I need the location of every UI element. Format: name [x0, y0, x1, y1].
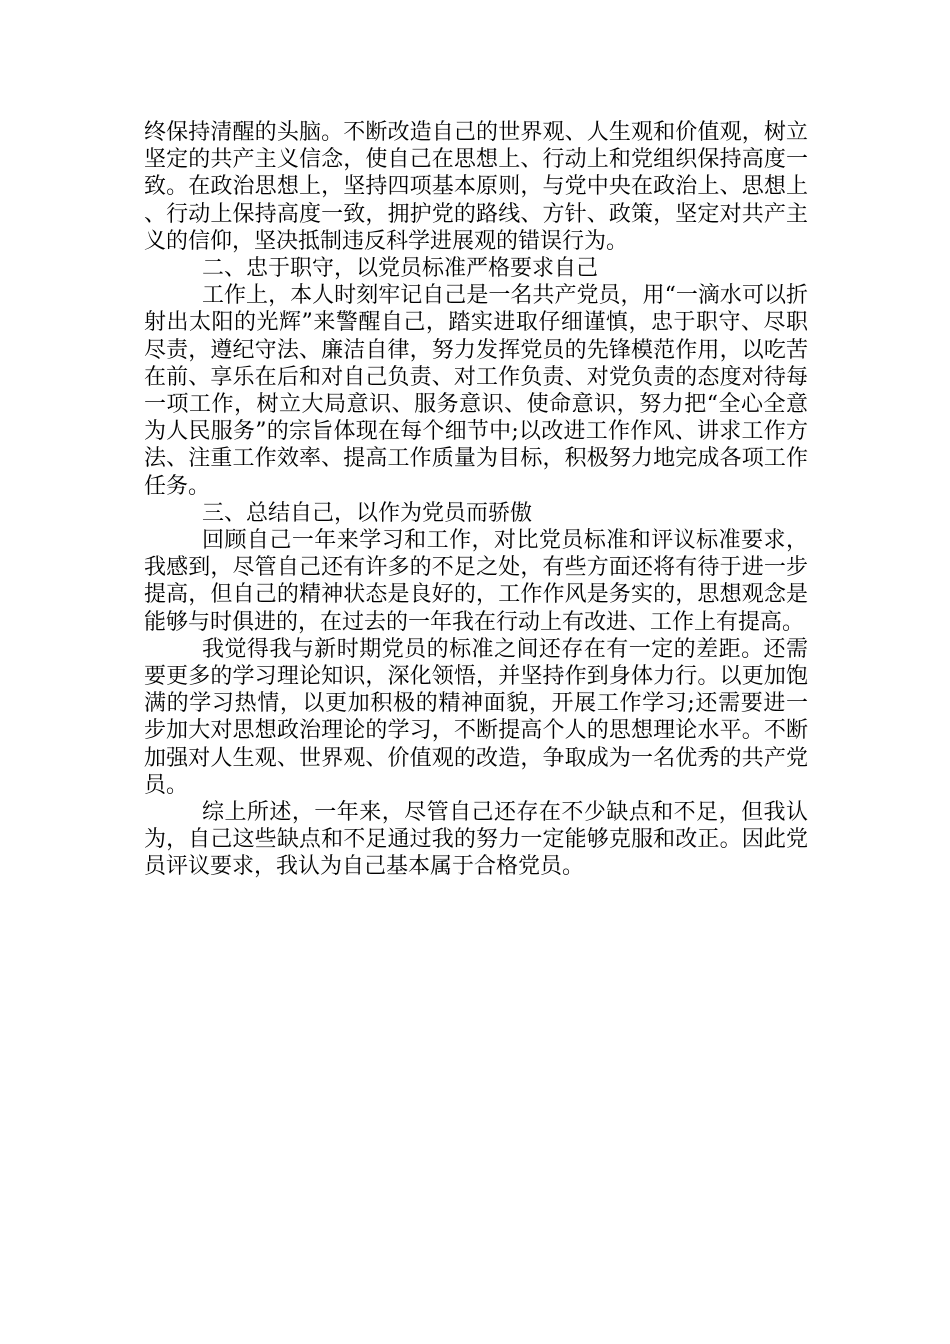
paragraph-continuation: 终保持清醒的头脑。不断改造自己的世界观、人生观和价值观，树立坚定的共产主义信念，使自己在思想上、行动上和党组织保持高度一致。在政治思想上，坚持四项基本原则，与党中央在政治上、思想上、行动上保持高度一致，拥护党的路线、方针、政策，坚定对共产主义的信仰，坚决抵制违反科学进展观的错误行为。	[144, 120, 808, 254]
paragraph-gap: 我觉得我与新时期党员的标准之间还存在有一定的差距。还需要更多的学习理论知识，深化领悟，并坚持作到身体力行。以更加饱满的学习热情，以更加积极的精神面貌，开展工作学习;还需要进一步加大对思想政治理论的学习，不断提高个人的思想理论水平。不断加强对人生观、世界观、价值观的改造，争取成为一名优秀的共产党员。	[144, 636, 808, 798]
section-heading-3: 三、总结自己，以作为党员而骄傲	[202, 500, 533, 526]
paragraph-review: 回顾自己一年来学习和工作，对比党员标准和评议标准要求，我感到，尽管自己还有许多的不足之处，有些方面还将有待于进一步提高，但自己的精神状态是良好的，工作作风是务实的，思想观念是能够与时俱进的，在过去的一年我在行动上有改进、工作上有提高。	[144, 528, 808, 635]
paragraph-work: 工作上，本人时刻牢记自己是一名共产党员，用“一滴水可以折射出太阳的光辉”来警醒自己，踏实进取仔细谨慎，忠于职守、尽职尽责，遵纪守法、廉洁自律，努力发挥党员的先锋模范作用，以吃苦在前、享乐在后和对自己负责、对工作负责、对党负责的态度对待每一项工作，树立大局意识、服务意识、使命意识，努力把“全心全意为人民服务”的宗旨体现在每个细节中;以改进工作作风、讲求工作方法、注重工作效率、提高工作质量为目标，积极努力地完成各项工作任务。	[144, 283, 808, 499]
paragraph-conclusion: 综上所述，一年来，尽管自己还存在不少缺点和不足，但我认为，自己这些缺点和不足通过我的努力一定能够克服和改正。因此党员评议要求，我认为自己基本属于合格党员。	[144, 800, 808, 880]
document-body	[144, 119, 808, 881]
section-heading-2: 二、忠于职守，以党员标准严格要求自己	[202, 256, 599, 282]
